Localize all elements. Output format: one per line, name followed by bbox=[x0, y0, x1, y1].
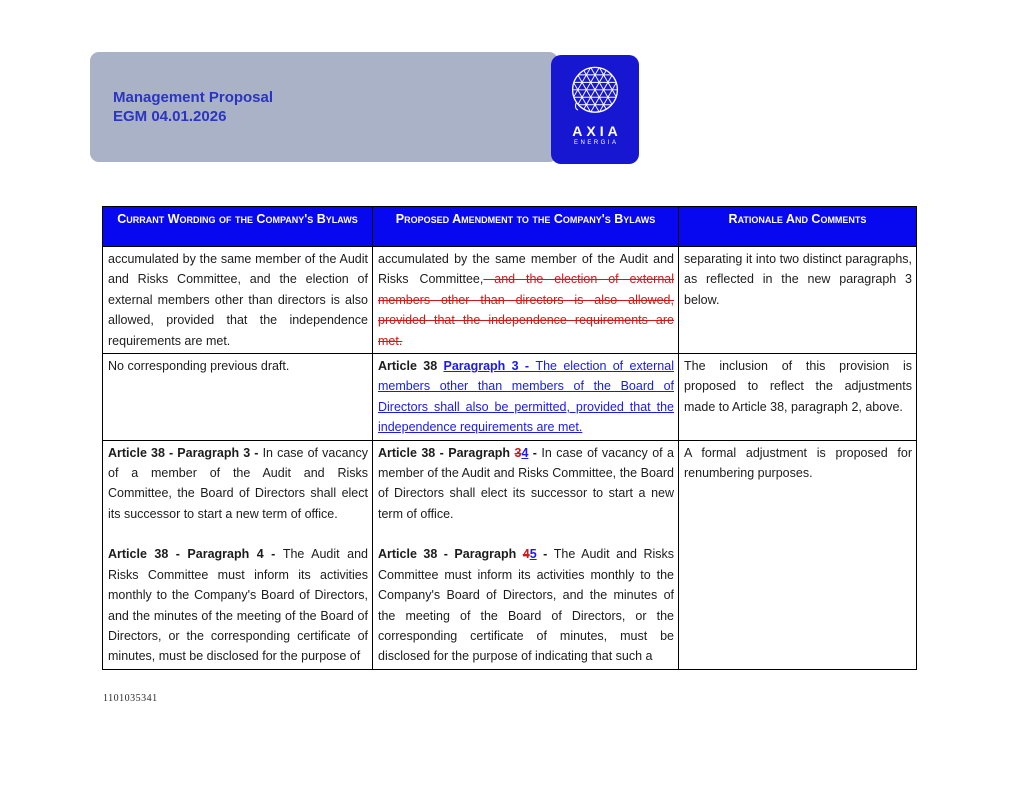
page-title-line1: Management Proposal bbox=[113, 89, 274, 106]
cell-current-wording bbox=[103, 354, 373, 441]
inserted-text: The election of external members other than members of the Board of Directors shall also be permitted, provided that the independence requirements are met. bbox=[378, 359, 674, 435]
cell-proposed-amendment bbox=[373, 247, 679, 354]
company-logo bbox=[551, 55, 639, 164]
paragraph-text: The inclusion of this provision is proposed to reflect the adjustments made to Article 38, paragraph 2, above. bbox=[684, 359, 912, 414]
table-row bbox=[103, 247, 917, 354]
column-header-rationale: Rationale And Comments bbox=[679, 207, 917, 247]
deleted-text: and the election of external members other than directors is also allowed, provided that the independence requirements are met. bbox=[378, 272, 675, 348]
inserted-text: Paragraph 3 - bbox=[443, 359, 536, 374]
inserted-text: 4 bbox=[521, 445, 529, 460]
table-row bbox=[103, 354, 917, 441]
paragraph-text: Article 38 - Paragraph 4 - The Audit and Risks Committee must inform its activities monthly to the Company's Board of Directors, and the minutes of the meeting of the Board of Directors, or the corresponding certificate of minutes, must be disclosed for the purpose of bbox=[108, 547, 368, 664]
document-number: 1101035341 bbox=[103, 693, 158, 704]
paragraph-text: accumulated by the same member of the Audit and Risks Committee, and the election of external members other than directors is also allowed, provided that the independence requirements are met. bbox=[108, 252, 368, 348]
column-header-proposed-amendment: Proposed Amendment to the Company's Bylaws bbox=[373, 207, 679, 247]
cell-rationale bbox=[679, 247, 917, 354]
paragraph-text: Article 38 - Paragraph 34 - In case of vacancy of a member of the Audit and Risks Committee, the Board of Directors shall elect its successor to start a new term of office. bbox=[378, 445, 674, 521]
table-header-row bbox=[103, 207, 917, 247]
cell-rationale bbox=[679, 440, 917, 669]
page-title-line2: EGM 04.01.2026 bbox=[113, 108, 227, 125]
header-banner bbox=[90, 52, 558, 162]
paragraph-text: separating it into two distinct paragraphs, as reflected in the new paragraph 3 below. bbox=[684, 252, 912, 307]
inserted-text: 5 bbox=[529, 547, 537, 562]
deleted-text: 3 bbox=[514, 445, 522, 460]
cell-proposed-amendment bbox=[373, 354, 679, 441]
page-title bbox=[113, 88, 273, 126]
paragraph-text: accumulated by the same member of the Audit and Risks Committee, and the election of external members other than directors is also allowed, provided that the independence requirements are met. bbox=[378, 252, 675, 348]
cell-proposed-amendment bbox=[373, 440, 679, 669]
deleted-text: 4 bbox=[522, 547, 530, 562]
geodesic-sphere-icon bbox=[563, 61, 627, 125]
paragraph-text: No corresponding previous draft. bbox=[108, 359, 290, 374]
bylaws-comparison-table bbox=[102, 206, 917, 670]
logo-wordmark: AXIA bbox=[572, 123, 622, 139]
logo-subtitle: ENERGIA bbox=[573, 140, 619, 146]
cell-rationale bbox=[679, 354, 917, 441]
paragraph-text: Article 38 - Paragraph 3 - In case of vacancy of a member of the Audit and Risks Committee, the Board of Directors shall elect its successor to start a new term of office. bbox=[108, 445, 368, 521]
paragraph-text: Article 38 Paragraph 3 - The election of external members other than members of the Board of Directors shall also be permitted, provided that the independence requirements are met. bbox=[378, 359, 674, 435]
cell-current-wording bbox=[103, 247, 373, 354]
table-row bbox=[103, 440, 917, 669]
cell-current-wording bbox=[103, 440, 373, 669]
paragraph-text: A formal adjustment is proposed for renumbering purposes. bbox=[684, 445, 912, 481]
paragraph-text: Article 38 - Paragraph 45 - The Audit and Risks Committee must inform its activities monthly to the Company's Board of Directors, and the minutes of the meeting of the Board of Directors, or the corresponding certificate of minutes, must be disclosed for the purpose of indicating that such a bbox=[378, 547, 675, 664]
column-header-current-wording: Currant Wording of the Company's Bylaws bbox=[103, 207, 373, 247]
